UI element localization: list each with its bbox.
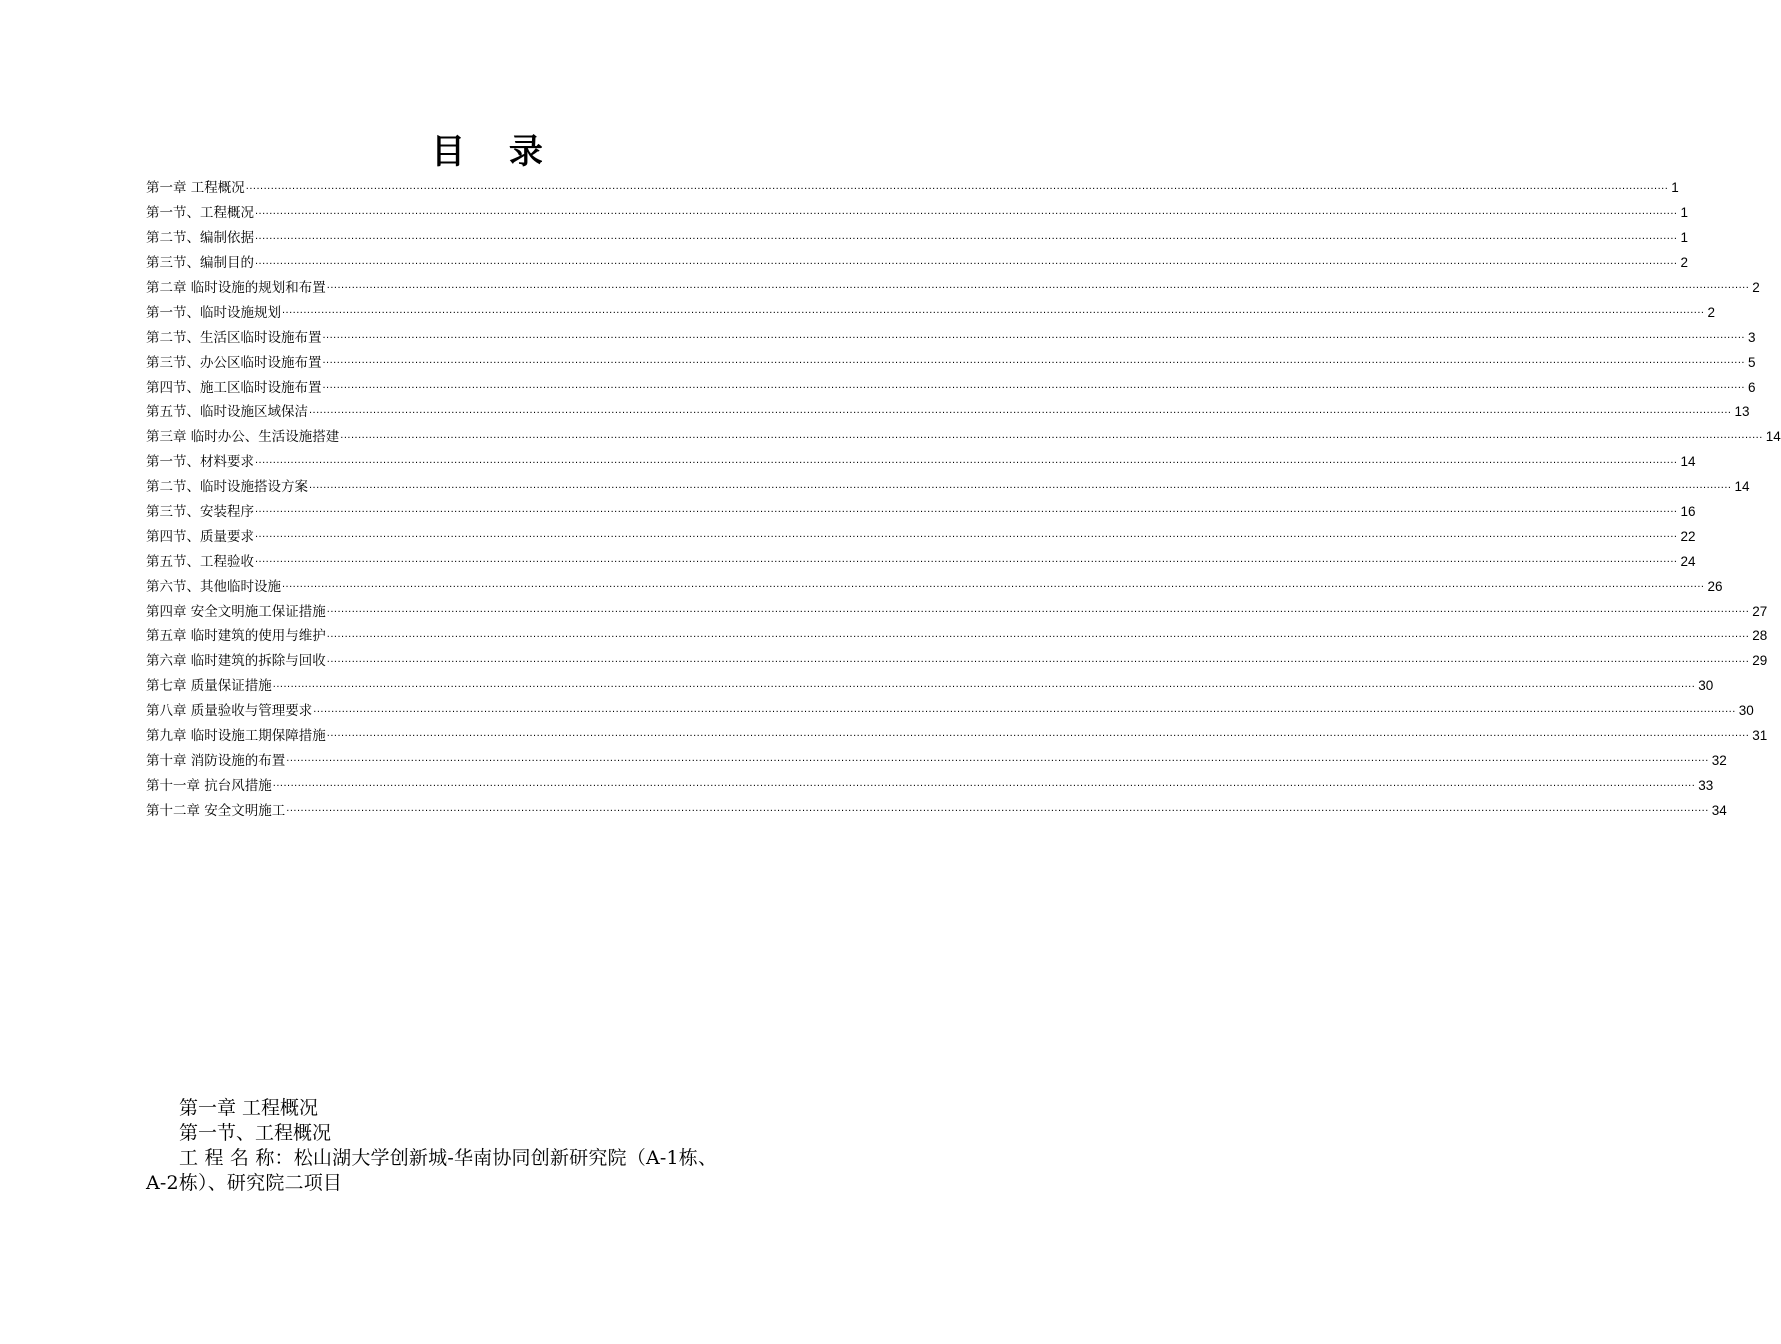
toc-page-number: 16: [1680, 504, 1696, 520]
toc-dot-leader: ................................................................................................................................................................................................................................................................................................................................................................................................................: [309, 403, 1732, 416]
toc-dot-leader: ................................................................................................................................................................................................................................................................................................................................................................................................................: [322, 354, 1745, 367]
toc-entry-title: 第三节、安装程序: [146, 504, 254, 521]
toc-page-number: 5: [1747, 354, 1756, 370]
toc-entry-title: 第五节、临时设施区域保洁: [146, 404, 308, 421]
toc-entry[interactable]: [146, 599, 1768, 624]
toc-dot-leader: ................................................................................................................................................................................................................................................................................................................................................................................................................: [309, 478, 1732, 491]
toc-page-number: 1: [1671, 180, 1679, 196]
toc-entry-title: 第三节、编制目的: [146, 255, 254, 272]
toc-entry[interactable]: [146, 773, 1714, 798]
toc-page-number: 1: [1680, 230, 1688, 246]
toc-entry-title: 第五节、工程验收: [146, 553, 254, 570]
toc-entry[interactable]: [146, 674, 1714, 699]
toc-entry-title: 第四章 安全文明施工保证措施: [146, 603, 326, 620]
toc-entry[interactable]: [146, 724, 1768, 749]
toc-page-number: 1: [1680, 205, 1688, 221]
toc-dot-leader: ................................................................................................................................................................................................................................................................................................................................................................................................................: [326, 627, 1750, 640]
toc-entry-title: 第一节、临时设施规划: [146, 304, 281, 321]
toc-entry[interactable]: [146, 350, 1756, 375]
document-body: [146, 1096, 836, 1196]
toc-dot-leader: ................................................................................................................................................................................................................................................................................................................................................................................................................: [282, 304, 1705, 317]
toc-entry-title: 第六章 临时建筑的拆除与回收: [146, 653, 326, 670]
toc-dot-leader: ................................................................................................................................................................................................................................................................................................................................................................................................................: [286, 802, 1709, 815]
toc-dot-leader: ................................................................................................................................................................................................................................................................................................................................................................................................................: [326, 727, 1750, 740]
toc-entry[interactable]: [146, 201, 1688, 226]
toc-entry[interactable]: [146, 176, 1679, 201]
toc-page-number: 30: [1698, 678, 1714, 694]
toc-dot-leader: ................................................................................................................................................................................................................................................................................................................................................................................................................: [245, 179, 1669, 192]
toc-entry[interactable]: [146, 524, 1696, 549]
toc-entry-title: 第一节、工程概况: [146, 205, 254, 222]
toc-entry[interactable]: [146, 798, 1727, 823]
project-name-line-1: 工 程 名 称：松山湖大学创新城-华南协同创新研究院（A-1栋、: [179, 1147, 718, 1169]
toc-entry-title: 第二节、临时设施搭设方案: [146, 479, 308, 496]
toc-dot-leader: ................................................................................................................................................................................................................................................................................................................................................................................................................: [272, 677, 1696, 690]
toc-dot-leader: ................................................................................................................................................................................................................................................................................................................................................................................................................: [255, 503, 1678, 516]
toc-dot-leader: ................................................................................................................................................................................................................................................................................................................................................................................................................: [282, 578, 1705, 591]
toc-entry[interactable]: [146, 276, 1760, 301]
toc-entry[interactable]: [146, 475, 1750, 500]
toc-entry-title: 第十一章 抗台风措施: [146, 777, 272, 794]
toc-entry-title: 第五章 临时建筑的使用与维护: [146, 628, 326, 645]
toc-dot-leader: ................................................................................................................................................................................................................................................................................................................................................................................................................: [255, 204, 1678, 217]
toc-page-number: 30: [1738, 703, 1754, 719]
toc-entry[interactable]: [146, 400, 1750, 425]
toc-dot-leader: ................................................................................................................................................................................................................................................................................................................................................................................................................: [286, 752, 1709, 765]
toc-entry-title: 第六节、其他临时设施: [146, 578, 281, 595]
toc-entry[interactable]: [146, 300, 1715, 325]
toc-dot-leader: ................................................................................................................................................................................................................................................................................................................................................................................................................: [272, 777, 1696, 790]
section-heading: 第一节、工程概况: [179, 1122, 332, 1144]
chapter-heading: 第一章 工程概况: [179, 1097, 319, 1119]
toc-entry-title: 第二节、生活区临时设施布置: [146, 329, 322, 346]
toc-page-number: 14: [1765, 429, 1781, 445]
toc-page-number: 14: [1734, 479, 1750, 495]
toc-entry-title: 第八章 质量验收与管理要求: [146, 703, 313, 720]
toc-page-number: 24: [1680, 553, 1696, 569]
toc-dot-leader: ................................................................................................................................................................................................................................................................................................................................................................................................................: [322, 379, 1745, 392]
toc-dot-leader: ................................................................................................................................................................................................................................................................................................................................................................................................................: [255, 553, 1678, 566]
toc-dot-leader: ................................................................................................................................................................................................................................................................................................................................................................................................................: [322, 329, 1745, 342]
toc-entry-title: 第三章 临时办公、生活设施搭建: [146, 429, 340, 446]
toc-entry[interactable]: [146, 325, 1756, 350]
toc-page-number: 2: [1707, 304, 1715, 320]
toc-dot-leader: ................................................................................................................................................................................................................................................................................................................................................................................................................: [326, 652, 1750, 665]
toc-entry[interactable]: [146, 624, 1768, 649]
toc-entry[interactable]: [146, 649, 1768, 674]
toc-page-number: 34: [1711, 802, 1727, 818]
toc-page-number: 28: [1752, 628, 1768, 644]
toc-entry[interactable]: [146, 500, 1696, 525]
toc-entry-title: 第一章 工程概况: [146, 180, 245, 197]
toc-entry-title: 第三节、办公区临时设施布置: [146, 354, 322, 371]
toc-entry-title: 第四节、施工区临时设施布置: [146, 379, 322, 396]
toc-entry[interactable]: [146, 549, 1696, 574]
toc-page-number: 22: [1680, 528, 1696, 544]
toc-page-number: 13: [1734, 404, 1750, 420]
toc-page-number: 29: [1752, 653, 1768, 669]
table-of-contents: [146, 176, 1781, 823]
toc-entry-title: 第一节、材料要求: [146, 454, 254, 471]
toc-entry[interactable]: [146, 375, 1756, 400]
toc-entry-title: 第十章 消防设施的布置: [146, 752, 286, 769]
toc-entry[interactable]: [146, 226, 1688, 251]
toc-page-number: 6: [1747, 379, 1756, 395]
toc-dot-leader: ................................................................................................................................................................................................................................................................................................................................................................................................................: [326, 603, 1750, 616]
toc-entry[interactable]: [146, 251, 1688, 276]
toc-title: 目 录: [431, 132, 559, 172]
toc-entry-title: 第九章 临时设施工期保障措施: [146, 728, 326, 745]
toc-dot-leader: ................................................................................................................................................................................................................................................................................................................................................................................................................: [313, 702, 1736, 715]
toc-dot-leader: ................................................................................................................................................................................................................................................................................................................................................................................................................: [255, 254, 1678, 267]
toc-page-number: 2: [1752, 280, 1760, 295]
toc-page-number: 26: [1707, 578, 1723, 594]
toc-entry-title: 第七章 质量保证措施: [146, 678, 272, 695]
toc-entry-title: 第四节、质量要求: [146, 528, 254, 545]
toc-dot-leader: ................................................................................................................................................................................................................................................................................................................................................................................................................: [326, 279, 1750, 292]
toc-entry-title: 第二章 临时设施的规划和布置: [146, 280, 326, 296]
toc-dot-leader: ................................................................................................................................................................................................................................................................................................................................................................................................................: [255, 453, 1678, 466]
toc-entry[interactable]: [146, 699, 1754, 724]
toc-entry[interactable]: [146, 574, 1723, 599]
toc-entry[interactable]: [146, 450, 1696, 475]
toc-entry-title: 第十二章 安全文明施工: [146, 802, 286, 819]
toc-page-number: 31: [1752, 728, 1768, 744]
toc-page-number: 3: [1747, 329, 1756, 345]
toc-page-number: 27: [1752, 603, 1768, 619]
toc-page-number: 32: [1711, 752, 1727, 768]
toc-entry[interactable]: [146, 425, 1781, 450]
toc-entry-title: 第二节、编制依据: [146, 230, 254, 247]
toc-dot-leader: ................................................................................................................................................................................................................................................................................................................................................................................................................: [255, 229, 1678, 242]
toc-page-number: 2: [1680, 255, 1688, 271]
toc-dot-leader: ................................................................................................................................................................................................................................................................................................................................................................................................................: [255, 528, 1678, 541]
toc-page-number: 33: [1698, 777, 1714, 793]
toc-entry[interactable]: [146, 748, 1727, 773]
toc-dot-leader: ................................................................................................................................................................................................................................................................................................................................................................................................................: [340, 428, 1763, 441]
project-name-line-2: A-2栋）、研究院二项目: [146, 1172, 343, 1194]
toc-page-number: 14: [1680, 454, 1696, 470]
